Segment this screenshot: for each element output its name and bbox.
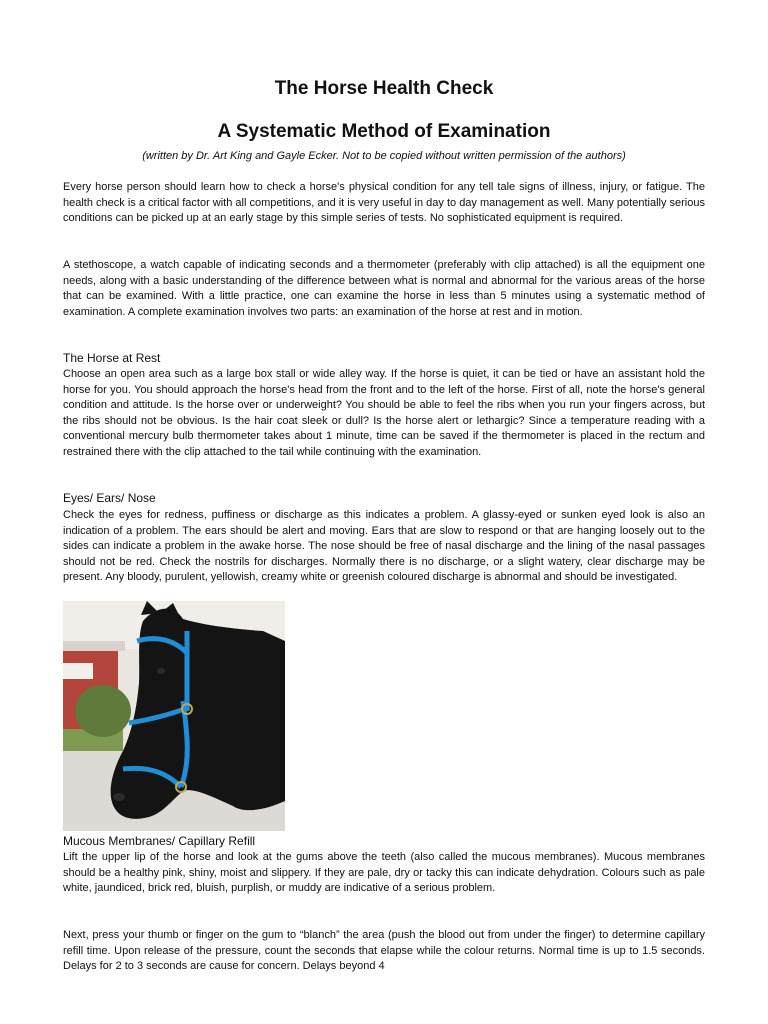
rest-paragraph: Choose an open area such as a large box stall or wide alley way. If the horse is quiet, it can be tied or have an assistant hold the horse for you. You should approach the horse's head from the front and to the left of the horse. First of all, note the horse's general condition and attitude. Is the horse over or underweight? You should be able to feel the ribs when you run your fingers across, but the ribs should not be obvious. Is the hair coat sleek or dull? Is the horse alert or lethargic? Since a temperature reading with a conventional mercury bulb thermometer takes about 1 minute, time can be saved if the thermometer is placed in the rectum and restrained there with the clip attached to the tail while continuing with the examination. [63, 368, 705, 458]
horse-halter-photo [63, 601, 285, 831]
author-byline: (written by Dr. Art King and Gayle Ecker. Not to be copied without written permission of the authors) [142, 150, 626, 162]
document-subtitle: A Systematic Method of Examination [217, 121, 551, 142]
eyes-paragraph: Check the eyes for redness, puffiness or discharge as this indicates a problem. A glassy-eyed or sunken eyed look is also an indication of a problem. The ears should be alert and moving. Ears that are slow to respond or that are hanging loosely out to the sides can indicate a problem in the awake horse. The nose should be free of nasal discharge and the lining of the nasal passages should not be red. Check the nostrils for discharges. Normally there is no discharge, or a slight watery, clear discharge may be present. Any bloody, purulent, yellowish, creamy white or greenish coloured discharge is abnormal and should be investigated. [63, 509, 705, 583]
section-heading-rest: The Horse at Rest [63, 351, 161, 365]
capillary-refill-paragraph: Next, press your thumb or finger on the gum to “blanch” the area (push the blood out from under the finger) to determine capillary refill time. Upon release of the pressure, count the seconds that elapse while the colour returns. Normal time is up to 1.5 seconds. Delays for 2 to 3 seconds are cause for concern. Delays beyond 4 [63, 929, 705, 972]
intro-paragraph-1: Every horse person should learn how to check a horse's physical condition for any tell tale signs of illness, injury, or fatigue. The health check is a critical factor with all competitions, and it is very useful in day to day management as well. Many potentially serious conditions can be picked up at an early stage by this simple series of tests. No sophisticated equipment is required. [63, 181, 705, 224]
intro-paragraph-2: A stethoscope, a watch capable of indicating seconds and a thermometer (preferably with clip attached) is all the equipment one needs, along with a basic understanding of the difference between what is normal and abnormal for the various areas of the horse that can be examined. With a little practice, one can examine the horse in less than 5 minutes using a systematic method of examination. A complete examination involves two parts: an examination of the horse at rest and in motion. [63, 259, 705, 318]
mucous-paragraph: Lift the upper lip of the horse and look at the gums above the teeth (also called the mucous membranes). Mucous membranes should be a healthy pink, shiny, moist and slippery. If they are pale, dry or tacky this can indicate dehydration. Colours such as pale white, jaundiced, brick red, bluish, purplish, or muddy are indicative of a serious problem. [63, 851, 705, 894]
section-heading-mucous: Mucous Membranes/ Capillary Refill [63, 834, 256, 848]
section-heading-eyes: Eyes/ Ears/ Nose [63, 491, 156, 505]
document-title: The Horse Health Check [274, 78, 494, 99]
